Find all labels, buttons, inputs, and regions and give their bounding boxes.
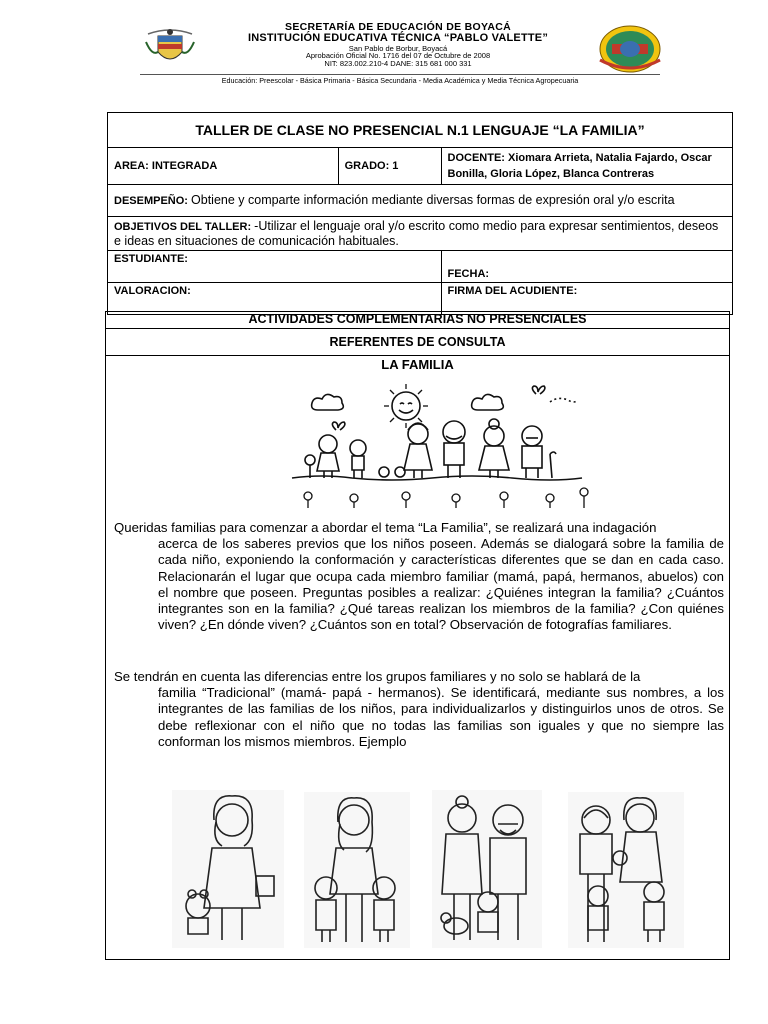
paragraph-differences-body: familia “Tradicional” (mamá- papá - hermanos). Se identificará, mediante sus nombres, a los integrantes de las familias de los niños, para individualizarlos y distinguirlos unos de otros. Se debe reflexionar con el niño que no todas las familias son iguales y que no siempre las conforman los mismos miembros. Ejemplo <box>158 685 724 749</box>
secretaria-title: SECRETARÍA DE EDUCACIÓN DE BOYACÁ <box>285 21 511 33</box>
paragraph-differences <box>114 669 724 750</box>
example-family-parents-children <box>568 792 684 948</box>
example-family-mother-child <box>172 790 284 948</box>
objetivos-label: OBJETIVOS DEL TALLER: <box>114 221 255 233</box>
letterhead-text <box>202 22 594 68</box>
estudiante-field[interactable]: ESTUDIANTE: <box>108 251 442 283</box>
fecha-field[interactable]: FECHA: <box>441 251 733 283</box>
institution-approval: Aprobación Oficial No. 1716 del 07 de Octubre de 2008 <box>305 51 491 61</box>
referentes-heading: REFERENTES DE CONSULTA <box>106 329 729 356</box>
docente-cell: DOCENTE: Xiomara Arrieta, Natalia Fajardo, Oscar Bonilla, Gloria López, Blanca Contreras <box>441 148 733 185</box>
school-crest-icon <box>598 24 662 74</box>
paragraph-intro-body: acerca de los saberes previos que los niños poseen. Además se dialogará sobre la familia de cada niño, exponiendo la conformación y características diferentes que se dan en cada caso. Relacionarán el lugar que ocupa cada miembro familiar (mamá, papá, hermanos, abuelos) con el nombre que poseen. Preguntas posibles a realizar: ¿Quiénes integran la familia? ¿Cuántos integrantes son en la familia? ¿Qué tareas realizan los miembros de la familia? ¿Con quiénes viven? ¿En dónde viven? ¿Cuántos son en total? Observación de fotografías familiares. <box>158 536 724 633</box>
colombia-coat-of-arms-icon <box>144 26 196 70</box>
area-cell: AREA: INTEGRADA <box>108 148 339 185</box>
desempeno-label: DESEMPEÑO: <box>114 195 192 207</box>
institution-nit: NIT: 823.002.210-4 DANE: 315 681 000 331 <box>324 59 472 69</box>
grado-cell: GRADO: 1 <box>338 148 441 185</box>
desempeno-text: Obtiene y comparte información mediante diversas formas de expresión oral y/o escrita <box>191 193 675 207</box>
paragraph-intro-first-line: Queridas familias para comenzar a abordar el tema “La Familia”, se realizará una indagación <box>114 520 657 535</box>
desempeno-cell <box>108 185 733 217</box>
header-table <box>107 112 733 315</box>
letterhead-rule <box>140 74 660 75</box>
paragraph-differences-first-line: Se tendrán en cuenta las diferencias entre los grupos familiares y no solo se hablará de la <box>114 669 641 684</box>
activities-heading: ACTIVIDADES COMPLEMENTARIAS NO PRESENCIALES <box>106 312 729 329</box>
institution-location: San Pablo de Borbur, Boyacá <box>348 43 448 53</box>
example-family-grandparents <box>432 790 542 948</box>
letterhead <box>140 22 660 88</box>
family-illustration <box>288 380 600 512</box>
institution-name: INSTITUCIÓN EDUCATIVA TÉCNICA “PABLO VALETTE” <box>247 32 549 45</box>
objetivos-cell <box>108 217 733 251</box>
paragraph-intro <box>114 520 724 633</box>
objetivos-text: -Utilizar el lenguaje oral y/o escrito como medio para expresar sentimientos, deseos e ideas en situaciones de comunicación habituales. <box>114 219 719 248</box>
example-family-mother-children <box>304 792 410 948</box>
activities-box <box>105 311 730 960</box>
valoracion-field[interactable]: VALORACION: <box>108 283 442 315</box>
education-levels: Educación: Preescolar - Básica Primaria - Básica Secundaria - Media Académica y Media Técnica Agropecuaria <box>221 76 579 85</box>
firma-acudiente-field[interactable]: FIRMA DEL ACUDIENTE: <box>441 283 733 315</box>
worksheet-title: TALLER DE CLASE NO PRESENCIAL N.1 LENGUAJE “LA FAMILIA” <box>108 113 733 148</box>
topic-title: LA FAMILIA <box>381 357 454 372</box>
